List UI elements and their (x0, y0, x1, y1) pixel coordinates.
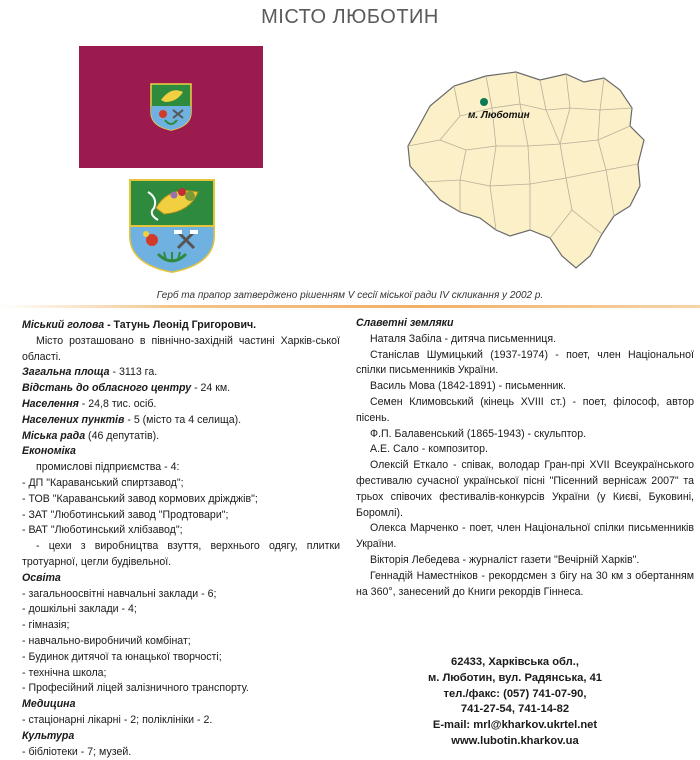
notable-item: Станіслав Шумицький (1937-1974) - поет, член Національної спілки письменників України. (356, 348, 694, 377)
flag-emblem (149, 82, 193, 132)
notable-item: Геннадій Наместніков - рекордсмен з бігу на 30 км з обертанням на 360°, занесений до Книги рекордів Гіннеса. (356, 569, 694, 598)
right-column (356, 316, 694, 600)
list-item: - технічна школа; (22, 666, 107, 679)
address-line: 62433, Харківська обл., (451, 656, 579, 668)
mayor-name: Татунь Леонід Григорович. (110, 319, 257, 331)
list-item: - стаціонарні лікарні - 2; поліклініки - 2. (22, 713, 213, 726)
phone-line: 741-27-54, 741-14-82 (460, 703, 570, 716)
contact-address (400, 655, 630, 750)
left-column (22, 318, 340, 760)
fact-council: Міська рада (46 депутатів). (22, 429, 160, 442)
list-item: - дошкільні заклади - 4; (22, 603, 137, 616)
city-dot (480, 98, 488, 106)
fact-area: Загальна площа - 3113 га. (22, 366, 158, 379)
fact-population: Населення - 24,8 тис. осіб. (22, 397, 157, 410)
economy-heading: Економіка (22, 445, 76, 458)
fact-settlements: Населених пунктів - 5 (місто та 4 селища). (22, 413, 242, 426)
list-item: - бібліотеки - 7; музей. (22, 745, 132, 758)
address-line: м. Люботин, вул. Радянська, 41 (427, 671, 603, 684)
notable-item: Наталя Забіла - дитяча письменниця. (370, 332, 557, 345)
list-item: - ДП "Караванський спиртзавод"; (22, 476, 184, 489)
education-heading: Освіта (22, 571, 61, 584)
medicine-heading: Медицина (22, 698, 76, 711)
city-label: м. Люботин (468, 110, 530, 121)
culture-heading: Культура (22, 729, 75, 742)
location-text: Місто розташовано в північно-західній частині Харків-ської області. (22, 334, 340, 363)
notable-item: А.Е. Сало - композитор. (370, 443, 488, 456)
list-item: - Професійний ліцей залізничного транспорту. (22, 682, 249, 695)
website-line: www.lubotin.kharkov.ua (451, 734, 579, 747)
notable-heading: Славетні земляки (356, 317, 454, 329)
notable-item: Ф.П. Балавенський (1865-1943) - скульптор. (370, 427, 587, 440)
economy-intro: промислові підприємства - 4: (36, 461, 180, 474)
list-item: - навчально-виробничий комбінат; (22, 634, 191, 647)
page-title: МІСТО ЛЮБОТИН (261, 6, 439, 28)
email-line: E-mail: mrl@kharkov.ukrtel.net (432, 719, 598, 732)
coat-of-arms (128, 178, 216, 274)
city-flag (79, 46, 263, 168)
phone-line: тел./факс: (057) 741-07-90, (443, 687, 587, 700)
list-item: - ТОВ "Караванський завод кормових дріжджів"; (22, 492, 258, 505)
notable-item: Олексій Еткало - співак, володар Гран-прі XVII Всеукраїнського фестивалю сучасної української пісні "Пісенний вернісаж 2007" та трьох співочих фестивалів-конкурсів України (у Києві, Буковині, Боромлі). (356, 459, 694, 519)
notable-item: Семен Климовський (кінець XVIII ст.) - поет, філософ, автор пісень. (356, 395, 694, 424)
divider-rule (0, 305, 700, 308)
list-item: - ВАТ "Люботинський хлібзавод"; (22, 524, 183, 537)
fact-distance: Відстань до обласного центру - 24 км. (22, 382, 231, 395)
oblast-map (400, 60, 672, 272)
notable-item: Василь Мова (1842-1891) - письменник. (370, 380, 566, 393)
notable-item: Олекса Марченко - поет, член Національної спілки письменників України. (356, 522, 694, 551)
list-item: - загальноосвітні навчальні заклади - 6; (22, 587, 217, 600)
caption: Герб та прапор затверджено рішенням V сесії міської ради IV скликання у 2002 р. (156, 290, 544, 301)
notable-item: Вікторія Лебедева - журналіст газети "Вечірній Харків". (370, 553, 640, 566)
list-item: - Будинок дитячої та юнацької творчості; (22, 650, 222, 663)
list-item: - ЗАТ "Люботинський завод "Продтовари"; (22, 508, 229, 521)
mayor-label: Міський голова - (22, 319, 111, 331)
economy-extra: - цехи з виробництва взуття, верхнього одягу, плитки тротуарної, цегли будівельної. (22, 540, 340, 568)
list-item: - гімназія; (22, 619, 70, 632)
